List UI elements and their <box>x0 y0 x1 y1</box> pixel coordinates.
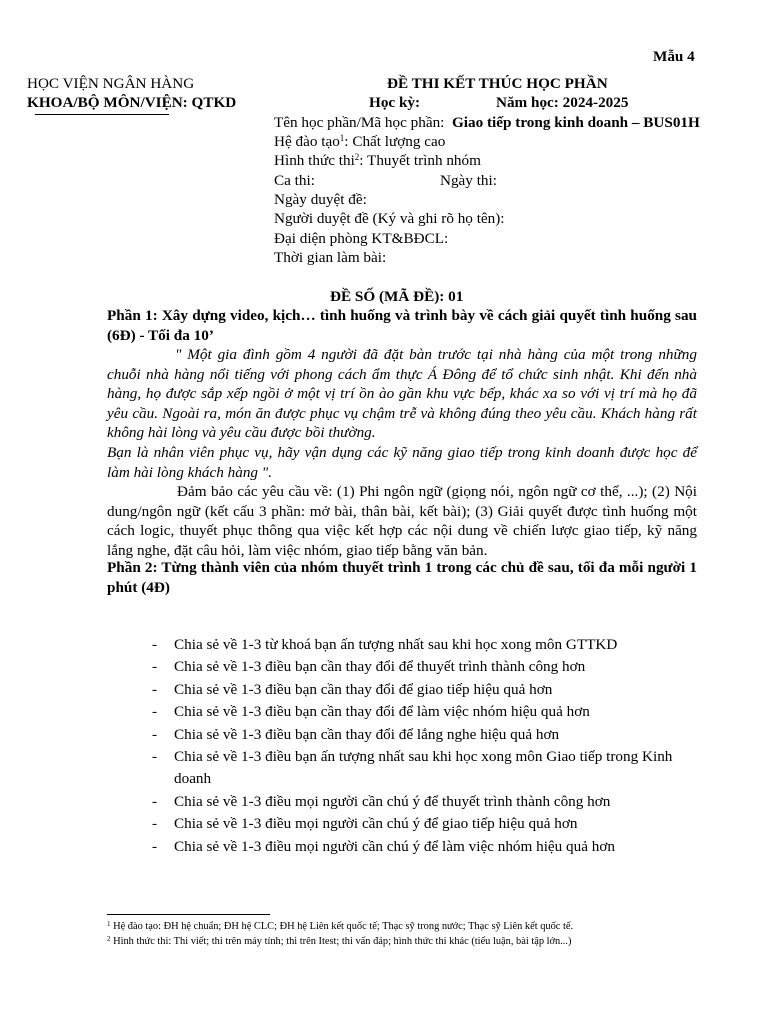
footnote-1-text: Hệ đào tạo: ĐH hệ chuẩn; ĐH hệ CLC; ĐH hệ Liên kết quốc tế; Thạc sỹ trong nước; Thạc sỹ Liên kết quốc tế. <box>110 921 574 932</box>
list-dash: - <box>152 680 158 698</box>
approver: Người duyệt đề (Ký và ghi rõ họ tên): <box>274 210 505 227</box>
exam-code-title: ĐỀ SỐ (MÃ ĐỀ): 01 <box>330 288 464 305</box>
topic-list <box>152 634 712 858</box>
institution-name: HỌC VIỆN NGÂN HÀNG <box>27 75 195 92</box>
requirements-text: Đảm bảo các yêu cầu về: (1) Phi ngôn ngữ (giọng nói, ngôn ngữ cơ thể, ...); (2) Nội dung/ngôn ngữ (kết cấu 3 phần: mở bài, thân bài, kết bài); (3) Giải quyết được tình huống một cách logic, thuyết phục thông qua việc kết hợp các nội dung về chiến lược giao tiếp, kỹ năng lắng nghe, đặt câu hỏi, làm việc nhóm, giao tiếp bằng văn bản. <box>107 483 697 559</box>
semester-label: Học kỳ: <box>369 94 421 111</box>
topic-text: Chia sẻ về 1-3 điều bạn cần thay đổi để giao tiếp hiệu quả hơn <box>174 680 553 698</box>
footnote-2 <box>107 935 571 948</box>
header-underline <box>35 114 169 115</box>
list-item <box>152 679 712 701</box>
topic-text: Chia sẻ về 1-3 điều mọi người cần chú ý để làm việc nhóm hiệu quả hơn <box>174 837 616 855</box>
format-row <box>274 151 481 171</box>
topic-text: Chia sẻ về 1-3 điều bạn cần thay đổi để lắng nghe hiệu quả hơn <box>174 725 560 743</box>
list-dash: - <box>152 658 158 676</box>
task-text: Bạn là nhân viên phục vụ, hãy vận dụng các kỹ năng giao tiếp trong kinh doanh được học để làm hài lòng khách hàng ". <box>107 444 697 481</box>
footnote-separator <box>107 914 270 915</box>
department-name: KHOA/BỘ MÔN/VIỆN: QTKD <box>27 94 237 111</box>
format-label: Hình thức thi <box>274 152 355 169</box>
list-dash: - <box>152 725 158 743</box>
topic-text: Chia sẻ về 1-3 điều bạn cần thay đổi để thuyết trình thành công hơn <box>174 658 586 676</box>
list-dash: - <box>152 636 158 653</box>
format-value: : Thuyết trình nhóm <box>359 152 481 169</box>
qa-representative: Đại diện phòng KT&BĐCL: <box>274 230 449 247</box>
duration: Thời gian làm bài: <box>274 249 387 266</box>
list-item <box>152 634 712 656</box>
list-item <box>152 813 712 835</box>
course-value: Giao tiếp trong kinh doanh – BUS01H <box>451 114 700 131</box>
training-value: : Chất lượng cao <box>344 133 446 150</box>
list-item <box>152 656 712 678</box>
footnote-mark-1: 1 <box>107 920 111 928</box>
list-item <box>152 791 712 813</box>
list-dash: - <box>152 792 158 810</box>
topic-text: Chia sẻ về 1-3 điều bạn ấn tượng nhất sau khi học xong môn Giao tiếp trong Kinh doanh <box>174 748 673 788</box>
footnote-ref-1: 1 <box>339 133 345 143</box>
list-item <box>152 701 712 723</box>
footnote-ref-2: 2 <box>354 152 360 162</box>
topic-text: Chia sẻ về 1-3 từ khoá bạn ấn tượng nhất sau khi học xong môn GTTKD <box>174 636 618 653</box>
exam-title: ĐỀ THI KẾT THÚC HỌC PHẦN <box>387 75 608 92</box>
footnote-mark-2: 2 <box>107 935 111 943</box>
school-year: Năm học: 2024-2025 <box>496 94 629 111</box>
course-label: Tên học phần/Mã học phần: <box>274 114 445 131</box>
training-label: Hệ đào tạo <box>274 133 340 150</box>
exam-date-label: Ngày thi: <box>440 172 497 189</box>
topic-text: Chia sẻ về 1-3 điều bạn cần thay đổi để làm việc nhóm hiệu quả hơn <box>174 703 590 721</box>
list-dash: - <box>152 748 158 766</box>
list-item <box>152 746 712 791</box>
form-label: Mẫu 4 <box>653 48 695 65</box>
scenario-text: " Một gia đình gồm 4 người đã đặt bàn trước tại nhà hàng của một trong những chuỗi nhà hàng nổi tiếng với phong cách ẩm thực Á Đông để tổ chức sinh nhật. Khi đến nhà hàng, họ được sắp xếp ngồi ở một vị trí ồn ào gần khu vực bếp, khác xa so với vị trí mà họ đã yêu cầu. Ngoài ra, món ăn được phục vụ chậm trễ và không đúng theo yêu cầu. Khách hàng rất không hài lòng và yêu cầu được bồi thường. <box>107 346 697 442</box>
training-row <box>274 132 445 152</box>
topic-text: Chia sẻ về 1-3 điều mọi người cần chú ý để giao tiếp hiệu quả hơn <box>174 815 578 833</box>
list-item <box>152 836 712 858</box>
list-item <box>152 724 712 746</box>
part2-title: Phần 2: Từng thành viên của nhóm thuyết trình 1 trong các chủ đề sau, tối đa mỗi người 1 phút (4Đ) <box>107 559 697 596</box>
part1-title: Phần 1: Xây dựng video, kịch… tình huống và trình bày về cách giải quyết tình huống sau (6Đ) - Tối đa 10’ <box>107 307 697 344</box>
approval-date: Ngày duyệt đề: <box>274 191 367 208</box>
list-dash: - <box>152 837 158 855</box>
topic-text: Chia sẻ về 1-3 điều mọi người cần chú ý để thuyết trình thành công hơn <box>174 792 611 810</box>
list-dash: - <box>152 703 158 721</box>
list-dash: - <box>152 815 158 833</box>
footnote-2-text: Hình thức thi: Thi viết; thi trên máy tính; thi trên Itest; thi vấn đáp; hình thức thi khác (tiểu luận, bài tập lớn...) <box>110 936 572 947</box>
course-row <box>274 113 700 133</box>
shift-label: Ca thi: <box>274 172 315 189</box>
footnote-1 <box>107 920 573 933</box>
